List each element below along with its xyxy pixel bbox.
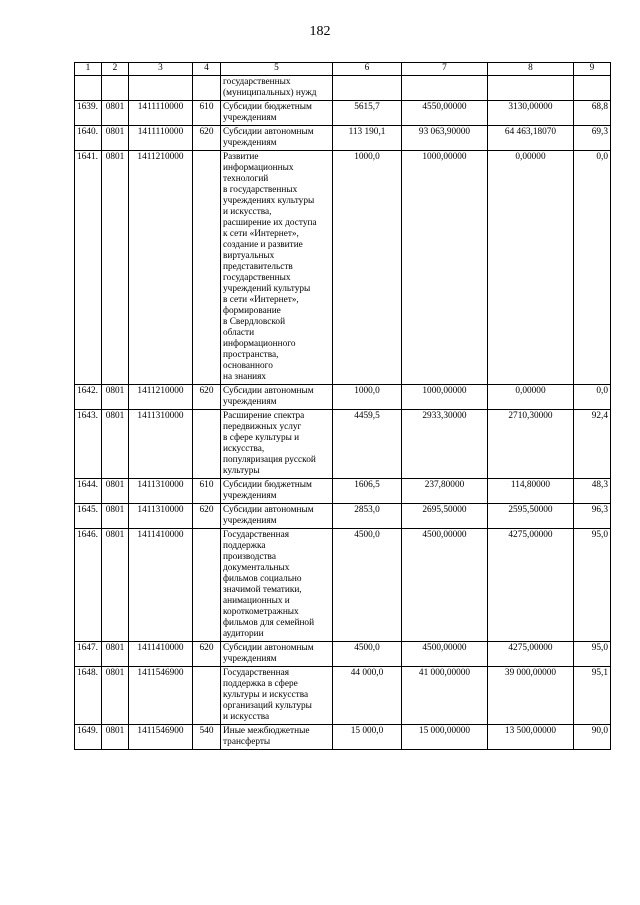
limit-amount-cell: 2933,30000 [402,410,488,479]
percent-cell: 0,0 [574,151,611,385]
budget-table [74,62,611,750]
limit-amount-cell: 2695,50000 [402,504,488,529]
executed-amount-cell: 2595,50000 [488,504,574,529]
name-line: Субсидии автономным [223,386,314,396]
table-row [75,479,611,504]
expense-type-cell: 620 [193,385,221,410]
name-line: в государственных [223,185,298,195]
plan-amount-cell: 1606,5 [333,479,402,504]
executed-amount-cell: 4275,00000 [488,529,574,642]
executed-amount-cell: 64 463,18070 [488,126,574,151]
name-line: трансферты [223,737,271,747]
section-code-cell [102,76,129,101]
percent-cell: 95,1 [574,667,611,725]
executed-amount-cell [488,76,574,101]
expense-type-cell: 540 [193,725,221,750]
target-code-cell: 1411210000 [129,385,193,410]
row-number-cell: 1641. [75,151,102,385]
table-row [75,504,611,529]
percent-cell: 68,8 [574,101,611,126]
expense-type-cell [193,529,221,642]
plan-amount-cell: 4500,0 [333,529,402,642]
table-body [75,76,611,750]
header-cell: 2 [102,63,129,76]
limit-amount-cell: 4500,00000 [402,642,488,667]
plan-amount-cell: 1000,0 [333,151,402,385]
name-line: учреждениях культуры [223,196,315,206]
target-code-cell: 1411546900 [129,667,193,725]
limit-amount-cell: 237,80000 [402,479,488,504]
table-row [75,725,611,750]
name-line: передвижных услуг [223,422,302,432]
section-code-cell: 0801 [102,101,129,126]
section-code-cell: 0801 [102,642,129,667]
name-line: Субсидии автономным [223,127,314,137]
name-line: информационных [223,163,294,173]
percent-cell: 92,4 [574,410,611,479]
row-number-cell: 1645. [75,504,102,529]
target-code-cell: 1411410000 [129,529,193,642]
name-line: учреждениям [223,516,277,526]
name-line: в Свердловской [223,317,286,327]
name-line: Субсидии автономным [223,643,314,653]
name-line: учреждениям [223,397,277,407]
percent-cell: 95,0 [574,642,611,667]
limit-amount-cell: 41 000,00000 [402,667,488,725]
percent-cell [574,76,611,101]
name-line: учреждениям [223,113,277,123]
executed-amount-cell: 2710,30000 [488,410,574,479]
plan-amount-cell: 5615,7 [333,101,402,126]
name-line: Расширение спектра [223,411,305,421]
section-code-cell: 0801 [102,529,129,642]
name-line: основанного [223,361,273,371]
target-code-cell: 1411546900 [129,725,193,750]
target-code-cell: 1411310000 [129,504,193,529]
name-line: государственных [223,77,291,87]
name-cell [221,725,333,750]
percent-cell: 69,3 [574,126,611,151]
plan-amount-cell: 2853,0 [333,504,402,529]
target-code-cell [129,76,193,101]
row-number-cell: 1647. [75,642,102,667]
table-row [75,76,611,101]
header-cell: 7 [402,63,488,76]
limit-amount-cell: 1000,00000 [402,151,488,385]
name-line: Государственная [223,668,290,678]
section-code-cell: 0801 [102,725,129,750]
table-row [75,151,611,385]
name-line: учреждениям [223,491,277,501]
name-line: культуры [223,466,260,476]
name-line: и искусства, [223,207,272,217]
section-code-cell: 0801 [102,410,129,479]
plan-amount-cell: 4459,5 [333,410,402,479]
name-line: технологий [223,174,269,184]
header-row [75,63,611,76]
name-line: на знаниях [223,372,267,382]
section-code-cell: 0801 [102,479,129,504]
header-cell: 1 [75,63,102,76]
expense-type-cell [193,667,221,725]
executed-amount-cell: 39 000,00000 [488,667,574,725]
expense-type-cell: 610 [193,479,221,504]
name-line: создание и развитие [223,240,303,250]
row-number-cell: 1642. [75,385,102,410]
name-line: поддержка [223,541,266,551]
name-line: анимационных и [223,596,290,606]
target-code-cell: 1411310000 [129,479,193,504]
section-code-cell: 0801 [102,151,129,385]
name-line: Развитие [223,152,259,162]
name-line: (муниципальных) нужд [223,88,317,98]
row-number-cell: 1644. [75,479,102,504]
name-line: фильмов для семейной [223,618,315,628]
plan-amount-cell: 113 190,1 [333,126,402,151]
expense-type-cell: 620 [193,126,221,151]
name-line: Субсидии бюджетным [223,102,312,112]
name-line: искусства, [223,444,265,454]
header-cell: 6 [333,63,402,76]
name-line: Иные межбюджетные [223,726,310,736]
name-line: Субсидии бюджетным [223,480,312,490]
target-code-cell: 1411110000 [129,101,193,126]
name-line: информационного [223,339,296,349]
header-cell: 4 [193,63,221,76]
name-line: Субсидии автономным [223,505,314,515]
name-line: представительств [223,262,293,272]
table-row [75,529,611,642]
name-line: популяризация русской [223,455,316,465]
plan-amount-cell: 15 000,0 [333,725,402,750]
name-line: культуры и искусства [223,690,309,700]
header-cell: 8 [488,63,574,76]
section-code-cell: 0801 [102,667,129,725]
name-cell [221,479,333,504]
table-row [75,385,611,410]
header-cell: 5 [221,63,333,76]
table-row [75,642,611,667]
name-cell [221,529,333,642]
limit-amount-cell: 4500,00000 [402,529,488,642]
name-cell [221,101,333,126]
name-line: короткометражных [223,607,299,617]
name-cell [221,151,333,385]
name-line: организаций культуры [223,701,312,711]
table-row [75,410,611,479]
table-row [75,126,611,151]
section-code-cell: 0801 [102,385,129,410]
name-cell [221,410,333,479]
expense-type-cell: 620 [193,504,221,529]
executed-amount-cell: 0,00000 [488,151,574,385]
section-code-cell: 0801 [102,504,129,529]
limit-amount-cell: 4550,00000 [402,101,488,126]
name-cell [221,504,333,529]
name-line: государственных [223,273,291,283]
executed-amount-cell: 3130,00000 [488,101,574,126]
name-line: учреждениям [223,138,277,148]
name-line: области [223,328,255,338]
executed-amount-cell: 13 500,00000 [488,725,574,750]
row-number-cell: 1640. [75,126,102,151]
executed-amount-cell: 0,00000 [488,385,574,410]
percent-cell: 0,0 [574,385,611,410]
name-line: в сети «Интернет», [223,295,299,305]
section-code-cell: 0801 [102,126,129,151]
percent-cell: 95,0 [574,529,611,642]
name-cell [221,126,333,151]
page-number: 182 [309,24,331,39]
name-line: расширение их доступа [223,218,317,228]
row-number-cell: 1643. [75,410,102,479]
name-cell [221,667,333,725]
row-number-cell: 1649. [75,725,102,750]
row-number-cell [75,76,102,101]
name-cell [221,76,333,101]
target-code-cell: 1411210000 [129,151,193,385]
executed-amount-cell: 4275,00000 [488,642,574,667]
expense-type-cell: 620 [193,642,221,667]
row-number-cell: 1646. [75,529,102,642]
name-line: и искусства [223,712,270,722]
executed-amount-cell: 114,80000 [488,479,574,504]
name-line: учреждениям [223,654,277,664]
plan-amount-cell: 1000,0 [333,385,402,410]
target-code-cell: 1411110000 [129,126,193,151]
percent-cell: 96,3 [574,504,611,529]
row-number-cell: 1648. [75,667,102,725]
expense-type-cell [193,151,221,385]
plan-amount-cell: 44 000,0 [333,667,402,725]
target-code-cell: 1411410000 [129,642,193,667]
name-line: формирование [223,306,281,316]
row-number-cell: 1639. [75,101,102,126]
plan-amount-cell [333,76,402,101]
name-line: пространства, [223,350,279,360]
percent-cell: 48,3 [574,479,611,504]
name-line: значимой тематики, [223,585,302,595]
name-line: производства [223,552,276,562]
name-line: к сети «Интернет», [223,229,299,239]
name-line: аудитории [223,629,264,639]
name-line: в сфере культуры и [223,433,300,443]
name-line: Государственная [223,530,290,540]
name-line: фильмов социально [223,574,302,584]
name-line: учреждений культуры [223,284,311,294]
target-code-cell: 1411310000 [129,410,193,479]
name-line: документальных [223,563,290,573]
expense-type-cell: 610 [193,101,221,126]
limit-amount-cell: 1000,00000 [402,385,488,410]
table-row [75,667,611,725]
name-cell [221,642,333,667]
plan-amount-cell: 4500,0 [333,642,402,667]
table-row [75,101,611,126]
expense-type-cell [193,410,221,479]
header-cell: 3 [129,63,193,76]
name-line: поддержка в сфере [223,679,298,689]
expense-type-cell [193,76,221,101]
limit-amount-cell: 93 063,90000 [402,126,488,151]
name-cell [221,385,333,410]
header-cell: 9 [574,63,611,76]
name-line: виртуальных [223,251,275,261]
limit-amount-cell: 15 000,00000 [402,725,488,750]
limit-amount-cell [402,76,488,101]
percent-cell: 90,0 [574,725,611,750]
